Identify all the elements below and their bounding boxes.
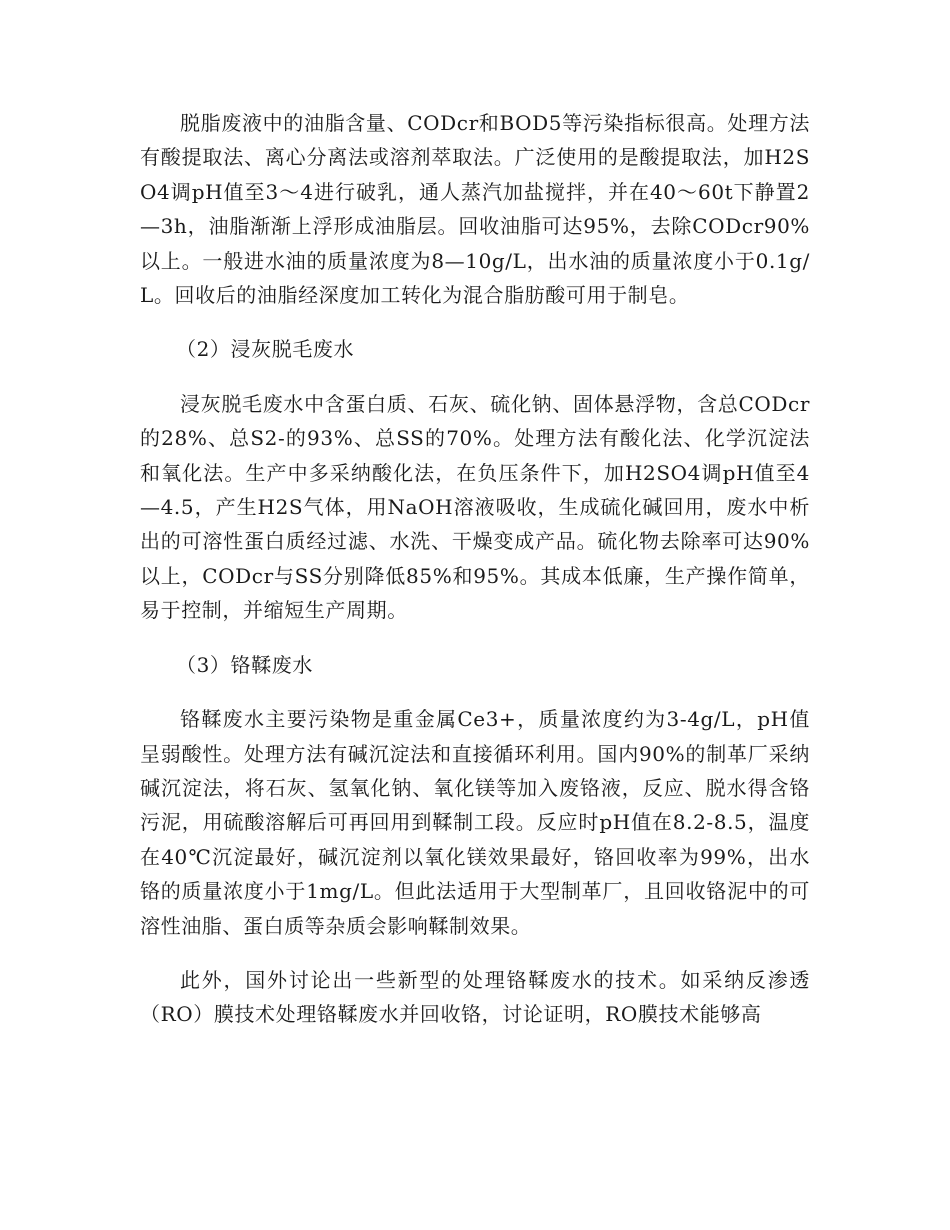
section-heading-liming-wastewater: （2）浸灰脱毛废水 — [176, 337, 355, 362]
paragraph-chrome-tanning-wastewater: 铬鞣废水主要污染物是重金属Ce3+，质量浓度约为3-4g/L，pH值呈弱酸性。处理方法有碱沉淀法和直接循环利用。国内90%的制革厂采纳碱沉淀法，将石灰、氢氧化钠、氧化镁等加入废铬液，反应、脱水得含铬污泥，用硫酸溶解后可再回用到鞣制工段。反应时pH值在8.2-8.5，温度在40℃沉淀最好，碱沉淀剂以氧化镁效果最好，铬回收率为99%，出水铬的质量浓度小于1mg/L。但此法适用于大型制革厂，且回收铬泥中的可溶性油脂、蛋白质等杂质会影响鞣制效果。 — [140, 707, 810, 938]
document-body — [140, 106, 810, 1052]
paragraph-degreasing-wastewater: 脱脂废液中的油脂含量、CODcr和BOD5等污染指标很高。处理方法有酸提取法、离心分离法或溶剂萃取法。广泛使用的是酸提取法，加H2SO4调pH值至3～4进行破乳，通人蒸汽加盐搅拌，并在40～60t下静置2—3h，油脂渐渐上浮形成油脂层。回收油脂可达95%，去除CODcr90%以上。一般进水油的质量浓度为8—10g/L，出水油的质量浓度小于0.1g/L。回收后的油脂经深度加工转化为混合脂肪酸可用于制皂。 — [140, 111, 810, 308]
section-heading-chrome-tanning-wastewater: （3）铬鞣废水 — [176, 652, 313, 677]
paragraph-new-technologies: 此外，国外讨论出一些新型的处理铬鞣废水的技术。如采纳反渗透（RO）膜技术处理铬鞣废水并回收铬，讨论证明，RO膜技术能够高 — [140, 967, 810, 1027]
paragraph-liming-wastewater: 浸灰脱毛废水中含蛋白质、石灰、硫化钠、固体悬浮物，含总CODcr的28%、总S2-的93%、总SS的70%。处理方法有酸化法、化学沉淀法和氧化法。生产中多采纳酸化法，在负压条件下，加H2SO4调pH值至4—4.5，产生H2S气体，用NaOH溶液吸收，生成硫化碱回用，废水中析出的可溶性蛋白质经过滤、水洗、干燥变成产品。硫化物去除率可达90%以上，CODcr与SS分别降低85%和95%。其成本低廉，生产操作简单，易于控制，并缩短生产周期。 — [140, 391, 810, 623]
